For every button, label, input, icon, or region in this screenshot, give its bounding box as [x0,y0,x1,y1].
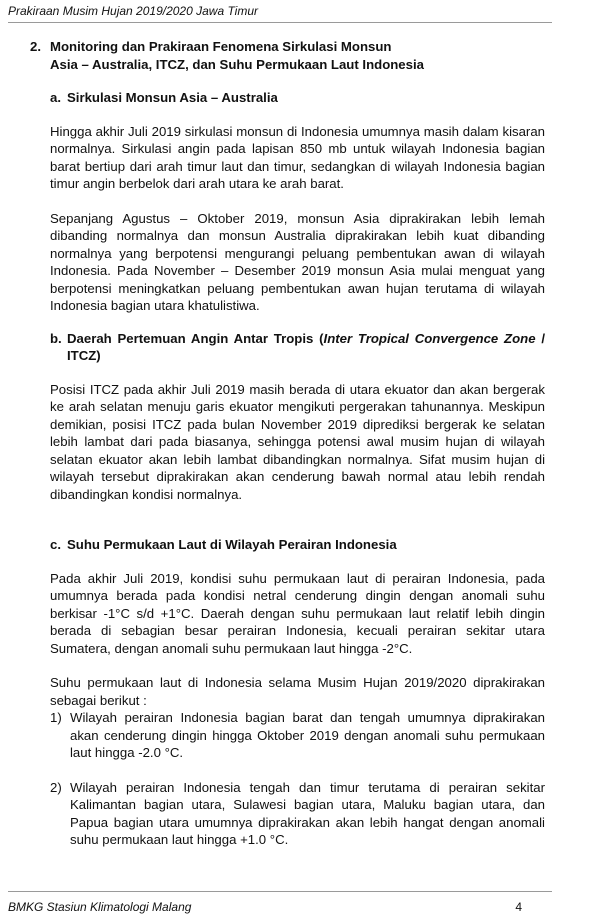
running-header [8,4,552,23]
section-title-line2: Asia – Australia, ITCZ, dan Suhu Permukaan Laut Indonesia [50,56,424,72]
section-number: 2. [30,39,41,54]
header-title: Prakiraan Musim Hujan 2019/2020 Jawa Timur [8,4,259,18]
list-item [50,709,545,762]
subsection-b-heading [50,330,545,365]
running-footer [8,891,552,916]
section-heading [30,38,545,73]
paragraph-itcz: Posisi ITCZ pada akhir Juli 2019 masih berada di utara ekuator dan akan bergerak ke arah selatan menuju garis ekuator mengikuti pergerakan tahunannya. Meskipun demikian, posisi ITCZ pada bulan November 2019 diprediksi bergerak ke selatan lebih lambat dari pada biasanya, sehingga potensi awal musim hujan di wilayah selatan ekuator akan lebih lambat dibandingkan normalnya. Sifat musim hujan di wilayah tersebut diprakirakan akan cenderung bawah normal atau lebih rendah dibandingkan kondisi normalnya. [50,381,545,502]
paragraph-spl-2: Suhu permukaan laut di Indonesia selama Musim Hujan 2019/2020 diprakirakan sebagai berikut : [50,675,545,708]
page-content [30,38,545,849]
subsection-b-letter: b. [50,330,62,346]
subsection-b-title-italic: Inter Tropical Convergence Zone [323,330,536,346]
subsection-c-heading [50,536,545,554]
list-item-number: 1) [50,710,62,725]
subsection-a-title: Sirkulasi Monsun Asia – Australia [67,90,278,105]
subsection-c-letter: c. [50,537,61,552]
page-number: 4 [515,900,522,914]
paragraph-monsun-2: Sepanjang Agustus – Oktober 2019, monsun Asia diprakirakan lebih lemah dibanding normalnya dan monsun Australia diprakirakan lebih kuat dibanding normalnya yang berpotensi mengurangi peluang pembentukan awan di wilayah Indonesia. Pada November – Desember 2019 monsun Asia mulai menguat yang berpotensi meningkatkan peluang pembentukan awan hujan terutama di wilayah Indonesia bagian utara khatulistiwa. [50,210,545,313]
list-item [50,779,545,849]
footer-organization: BMKG Stasiun Klimatologi Malang [8,900,192,914]
paragraph-monsun-1: Hingga akhir Juli 2019 sirkulasi monsun di Indonesia umumnya masih dalam kisaran normalnya. Sirkulasi angin pada lapisan 850 mb untuk wilayah Indonesia bagian barat bertiup dari arah timur laut dan timur, sedangkan di wilayah Indonesia bagian timur angin berbelok dari arah utara ke arah barat. [50,123,545,191]
section-title-text [50,38,424,73]
subsection-c-title: Suhu Permukaan Laut di Wilayah Perairan Indonesia [67,537,397,552]
paragraph-spl-1: Pada akhir Juli 2019, kondisi suhu permukaan laut di perairan Indonesia, pada umumnya berada pada kondisi netral cenderung dingin dengan anomali suhu berkisar -1°C s/d +1°C. Daerah dengan suhu permukaan laut relatif lebih dingin berada di sebagian besar perairan Indonesia, kecuali perairan sekitar utara Sumatera, dengan anomali suhu permukaan laut hingga -2°C. [50,570,545,656]
list-item-text: Wilayah perairan Indonesia tengah dan timur terutama di perairan sekitar Kalimantan bagian utara, Sulawesi bagian utara, Maluku bagian utara, dan Papua bagian utara umumnya diprakirakan akan lebih hangat dengan anomali suhu permukaan laut hingga +1.0 °C. [70,779,545,847]
subsection-b-title-end: / ITCZ) [67,330,545,363]
subsection-b-title-start: Daerah Pertemuan Angin Antar Tropis ( [67,330,324,346]
subsection-b-title [67,330,545,365]
subsection-a-letter: a. [50,90,61,105]
list-item-text: Wilayah perairan Indonesia bagian barat dan tengah umumnya diprakirakan akan cenderung dingin hingga Oktober 2019 dengan anomali suhu permukaan laut hingga -2.0 °C. [70,710,545,760]
list-item-number: 2) [50,779,62,795]
subsection-a-heading [50,89,545,107]
section-title-line1: Monitoring dan Prakiraan Fenomena Sirkulasi Monsun [50,39,392,54]
